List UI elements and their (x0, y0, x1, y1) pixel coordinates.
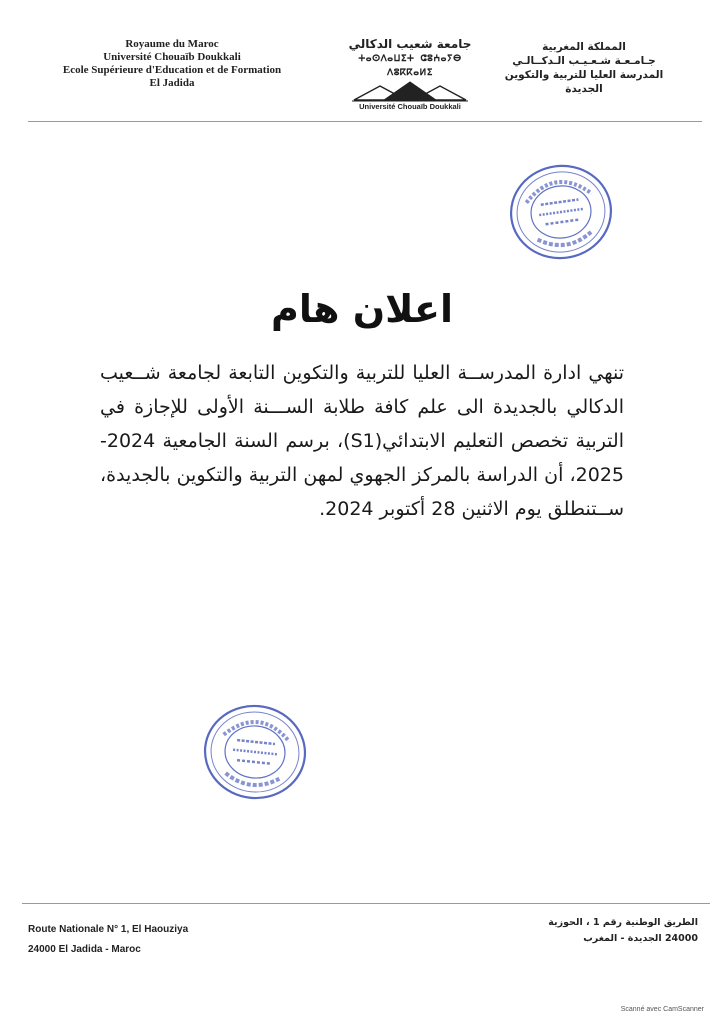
footer-arabic-address (548, 915, 698, 947)
header-french-line: Ecole Supérieure d'Education et de Formation (62, 64, 282, 76)
header-divider (28, 121, 702, 122)
logo-french-text: Université Chouaïb Doukkali (359, 102, 461, 111)
header-arabic-line: جـامـعـة شـعـيـب الـدكــالـي (512, 55, 656, 67)
footer-arabic-line: الطريق الوطنية رقم 1 ، الحوزية (548, 917, 698, 928)
university-logo (345, 36, 475, 114)
footer-arabic-line: 24000 الجديدة - المغرب (583, 933, 698, 944)
institution-seal-icon (506, 160, 616, 264)
header-arabic-line: المدرسة العليا للتربية والتكوين (504, 69, 664, 81)
footer-french-line: 24000 El Jadida - Maroc (28, 944, 141, 955)
logo-emblem-icon (350, 80, 470, 102)
header-french-line: El Jadida (149, 77, 195, 89)
header-arabic-line: المملكة المغربية (542, 41, 626, 53)
header-arabic-line: الجديدة (565, 83, 603, 95)
notice-title: اعلان هام (271, 287, 453, 331)
header-french-line: Royaume du Maroc (125, 38, 219, 50)
header-arabic-block (484, 40, 684, 96)
footer-french-line: Route Nationale N° 1, El Haouziya (28, 924, 189, 935)
logo-arabic-text: جامعة شعيب الدكالي (348, 37, 472, 51)
header-french-block (22, 38, 322, 90)
footer-divider (22, 903, 710, 904)
scanner-watermark: Scanné avec CamScanner (620, 1006, 704, 1013)
header-french-line: Université Chouaïb Doukkali (103, 51, 241, 63)
notice-body: تنهي ادارة المدرســة العليا للتربية والتكوين التابعة لجامعة شــعيب الدكالي بالجديدة الى علم كافة طلابة الســـنة الأولى للإجازة في التربية تخصص التعليم الابتدائي(S1)، برسم السنة الجامعية 2024-2025، أن الدراسة بالمركز الجهوي لمهن التربية والتكوين بالجديدة، ســتنطلق يوم الاثنين 28 أكتوبر 2024. (100, 362, 624, 520)
footer-french-address (28, 920, 188, 960)
institution-seal-icon (200, 700, 310, 804)
logo-tifinagh-text: ⵜⴰⵙⴷⴰⵡⵉⵜ ⵛⵓⵄⴰⵢⴱ ⴷⵓⴽⴽⴰⵍⵉ (358, 54, 462, 78)
